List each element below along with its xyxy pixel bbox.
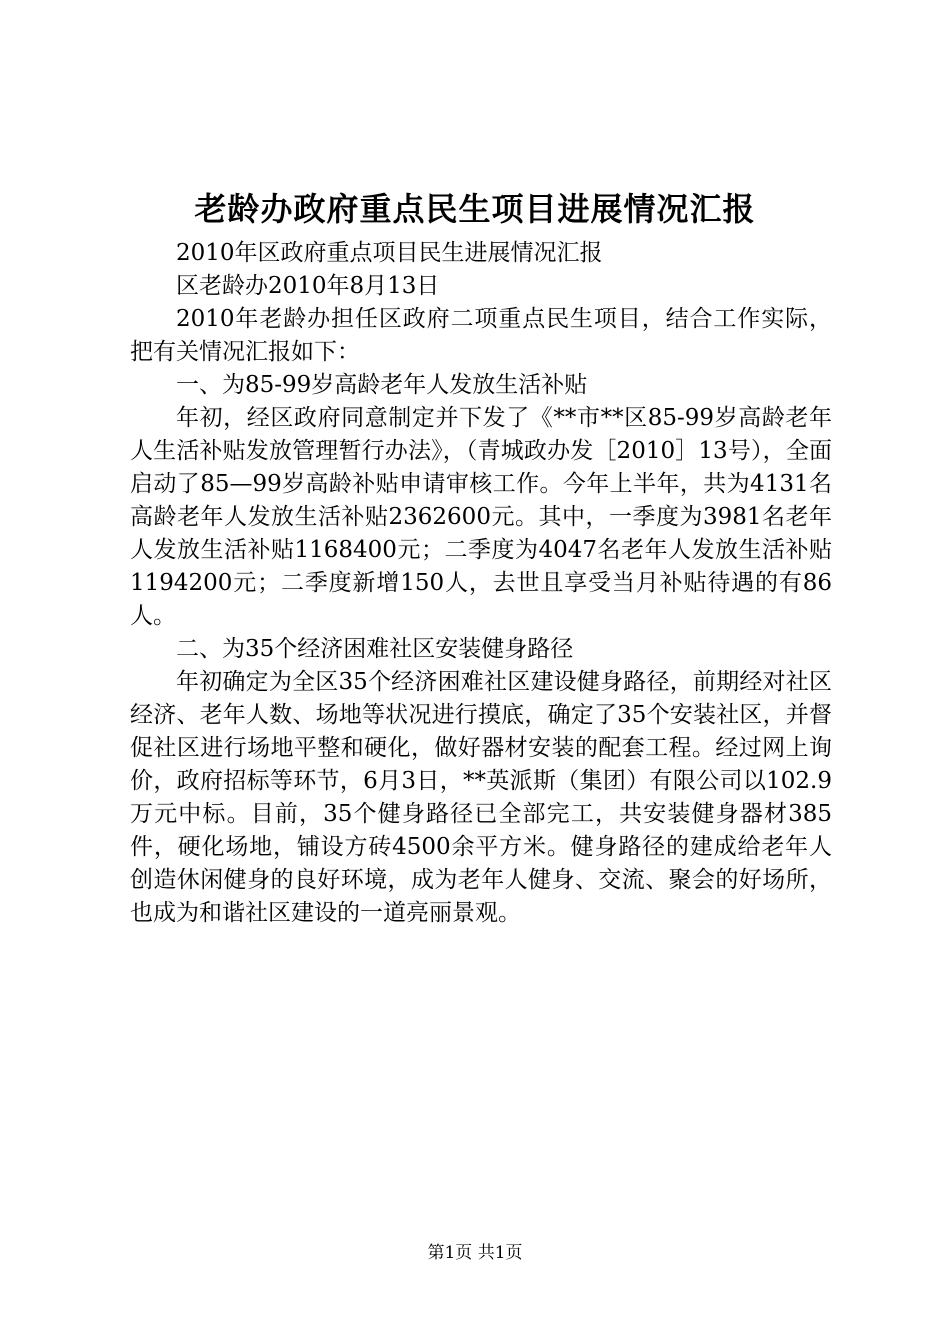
section-1-paragraph: 年初，经区政府同意制定并下发了《**市**区85-99岁高龄老年人生活补贴发放管理暂行办法》，（青城政办发［2010］13号），全面启动了85—99岁高龄补贴申请审核工作。今年上半年，共为4131名高龄老年人发放生活补贴2362600元。其中，一季度为3981名老年人发放生活补贴1168400元；二季度为4047名老年人发放生活补贴1194200元；二季度新增150人，去世且享受当月补贴待遇的有86人。 xyxy=(130,405,832,629)
page-footer: 第1页 共1页 xyxy=(427,1243,523,1263)
document-title: 老龄办政府重点民生项目进展情况汇报 xyxy=(194,190,756,228)
document-body xyxy=(130,237,832,930)
intro-paragraph: 2010年老龄办担任区政府二项重点民生项目，结合工作实际，把有关情况汇报如下： xyxy=(130,306,832,365)
document-byline: 区老龄办2010年8月13日 xyxy=(176,273,440,299)
section-2-paragraph: 年初确定为全区35个经济困难社区建设健身路径，前期经对社区经济、老年人数、场地等状况进行摸底，确定了35个安装社区，并督促社区进行场地平整和硬化，做好器材安装的配套工程。经过网上询价，政府招标等环节，6月3日，**英派斯（集团）有限公司以102.9万元中标。目前，35个健身路径已全部完工，共安装健身器材385件，硬化场地，铺设方砖4500余平方米。健身路径的建成给老年人创造休闲健身的良好环境，成为老年人健身、交流、聚会的好场所，也成为和谐社区建设的一道亮丽景观。 xyxy=(130,669,832,926)
document-subtitle: 2010年区政府重点项目民生进展情况汇报 xyxy=(176,240,603,266)
section-1-heading: 一、为85-99岁高龄老年人发放生活补贴 xyxy=(176,372,588,398)
section-2-heading: 二、为35个经济困难社区安装健身路径 xyxy=(176,636,574,662)
